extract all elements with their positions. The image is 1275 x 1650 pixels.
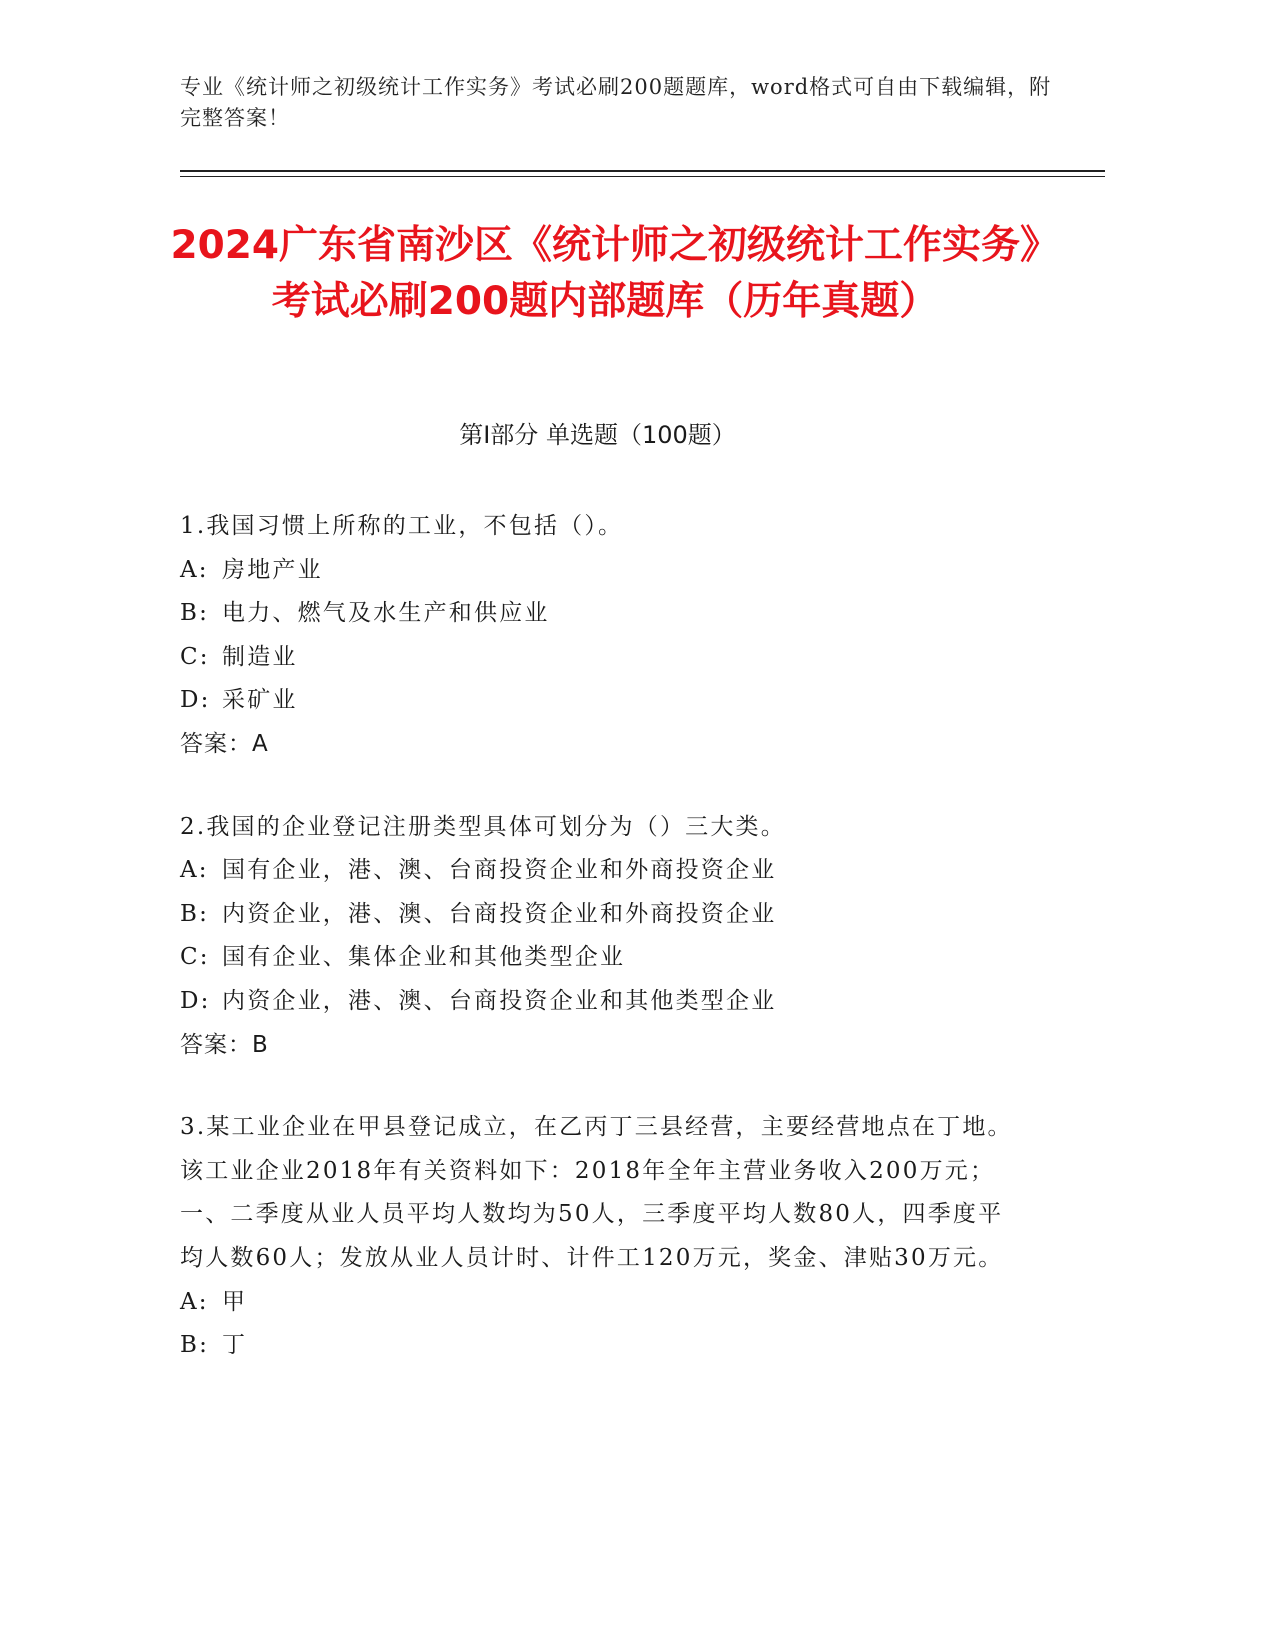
answer-line: 答案：B bbox=[180, 1031, 269, 1058]
question-list bbox=[180, 505, 1030, 1407]
option-text: 国有企业、集体企业和其他类型企业 bbox=[222, 944, 626, 971]
question-3 bbox=[180, 1106, 1030, 1368]
option-label: B: bbox=[180, 600, 210, 627]
option-c bbox=[180, 936, 1030, 980]
header-rule-thin bbox=[180, 176, 1105, 177]
option-b bbox=[180, 592, 1030, 636]
option-a bbox=[180, 1281, 1030, 1325]
option-label: B: bbox=[180, 900, 210, 927]
option-label: A: bbox=[180, 1288, 209, 1315]
option-c bbox=[180, 636, 1030, 680]
question-2 bbox=[180, 806, 1030, 1068]
option-a bbox=[180, 549, 1030, 593]
option-label: D: bbox=[180, 987, 211, 1014]
option-text: 电力、燃气及水生产和供应业 bbox=[222, 600, 550, 627]
option-label: B: bbox=[180, 1332, 210, 1359]
option-text: 丁 bbox=[222, 1332, 248, 1359]
question-1 bbox=[180, 505, 1030, 767]
question-stem: 1.我国习惯上所称的工业，不包括（）。 bbox=[180, 513, 624, 539]
option-label: D: bbox=[180, 687, 211, 714]
option-text: 房地产业 bbox=[222, 556, 323, 583]
option-label: A: bbox=[180, 857, 209, 884]
option-text: 内资企业，港、澳、台商投资企业和其他类型企业 bbox=[222, 987, 777, 1014]
answer-line: 答案：A bbox=[180, 730, 269, 757]
option-text: 甲 bbox=[222, 1288, 248, 1315]
option-text: 采矿业 bbox=[222, 687, 298, 714]
option-label: A: bbox=[180, 556, 209, 583]
option-d bbox=[180, 679, 1030, 723]
option-text: 制造业 bbox=[222, 643, 298, 670]
option-label: C: bbox=[180, 643, 210, 670]
option-label: C: bbox=[180, 944, 210, 971]
option-d bbox=[180, 980, 1030, 1024]
question-stem: 2.我国的企业登记注册类型具体可划分为（）三大类。 bbox=[180, 813, 786, 840]
document-title: 2024广东省南沙区《统计师之初级统计工作实务》考试必刷200题内部题库（历年真题） bbox=[170, 223, 1040, 324]
option-b bbox=[180, 893, 1030, 937]
section-title: 第Ⅰ部分 单选题（100题） bbox=[459, 421, 736, 449]
option-text: 内资企业，港、澳、台商投资企业和外商投资企业 bbox=[222, 900, 777, 927]
question-stem: 3.某工业企业在甲县登记成立，在乙丙丁三县经营，主要经营地点在丁地。该工业企业2018年有关资料如下：2018年全年主营业务收入200万元；一、二季度从业人员平均人数均为50人，三季度平均人数80人，四季度平均人数60人；发放从业人员计时、计件工120万元，奖金、津贴30万元。 bbox=[180, 1114, 1013, 1271]
option-a bbox=[180, 849, 1030, 893]
option-b bbox=[180, 1324, 1030, 1368]
header-rule-thick bbox=[180, 170, 1105, 172]
header-note: 专业《统计师之初级统计工作实务》考试必刷200题题库，word格式可自由下载编辑，附完整答案！ bbox=[180, 75, 1052, 130]
option-text: 国有企业，港、澳、台商投资企业和外商投资企业 bbox=[222, 857, 777, 884]
